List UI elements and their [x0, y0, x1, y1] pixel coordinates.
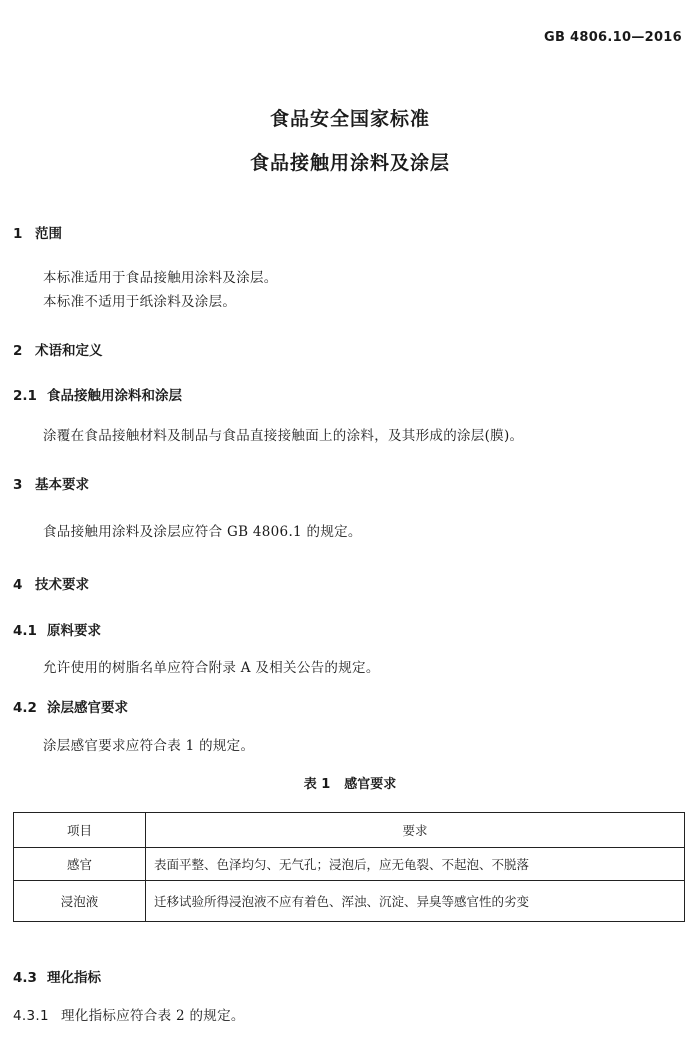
- section-2-heading: [13, 339, 103, 359]
- section-number: 4.3.1: [13, 1008, 49, 1024]
- table-row: [14, 881, 685, 922]
- section-title: 理化指标: [47, 970, 101, 986]
- section-3-paragraph: 食品接触用涂料及涂层应符合 GB 4806.1 的规定。: [43, 524, 362, 540]
- section-number: 4.2: [13, 700, 37, 716]
- table-header-row: [14, 813, 685, 848]
- section-title: 涂层感官要求: [47, 700, 128, 716]
- row-item: 浸泡液: [14, 881, 146, 922]
- table-number: 表 1: [303, 777, 331, 792]
- row-requirement: 表面平整、色泽均匀、无气孔；浸泡后，应无龟裂、不起泡、不脱落: [146, 848, 685, 881]
- row-item: 感官: [14, 848, 146, 881]
- section-1-heading: [13, 222, 62, 242]
- section-title: 技术要求: [35, 577, 89, 593]
- section-title: 范围: [35, 226, 62, 242]
- header-item: 项目: [14, 813, 146, 848]
- section-number: 2.1: [13, 388, 37, 404]
- section-2-1-paragraph: 涂覆在食品接触材料及制品与食品直接接触面上的涂料，及其形成的涂层(膜)。: [43, 428, 524, 444]
- section-title: 基本要求: [35, 477, 89, 493]
- section-4-3-1-paragraph: [13, 1004, 245, 1024]
- section-4-1-heading: [13, 619, 101, 639]
- doc-title-line1: 食品安全国家标准: [269, 108, 430, 130]
- section-number: 3: [13, 477, 23, 493]
- section-4-1-paragraph: 允许使用的树脂名单应符合附录 A 及相关公告的规定。: [43, 660, 380, 676]
- standard-code: GB 4806.10—2016: [544, 30, 682, 45]
- section-4-heading: [13, 573, 89, 593]
- section-number: 1: [13, 226, 23, 242]
- section-title: 食品接触用涂料和涂层: [47, 388, 182, 404]
- section-text: 理化指标应符合表 2 的规定。: [61, 1008, 245, 1024]
- section-4-3-heading: [13, 966, 101, 986]
- section-number: 4: [13, 577, 23, 593]
- section-2-1-heading: [13, 384, 182, 404]
- section-4-2-paragraph: 涂层感官要求应符合表 1 的规定。: [43, 738, 255, 754]
- section-1-paragraph-1: 本标准适用于食品接触用涂料及涂层。: [43, 270, 278, 286]
- section-number: 4.1: [13, 623, 37, 639]
- section-title: 原料要求: [47, 623, 101, 639]
- section-4-2-heading: [13, 696, 128, 716]
- row-requirement: 迁移试验所得浸泡液不应有着色、浑浊、沉淀、异臭等感官性的劣变: [146, 881, 685, 922]
- section-number: 2: [13, 343, 23, 359]
- table-row: [14, 848, 685, 881]
- doc-title-line2: 食品接触用涂料及涂层: [249, 152, 450, 174]
- table-1-caption: [0, 773, 700, 792]
- header-requirement: 要求: [146, 813, 685, 848]
- section-3-heading: [13, 473, 89, 493]
- table-title: 感官要求: [344, 777, 397, 792]
- section-1-paragraph-2: 本标准不适用于纸涂料及涂层。: [43, 294, 237, 310]
- section-number: 4.3: [13, 970, 37, 986]
- section-title: 术语和定义: [35, 343, 103, 359]
- sensory-requirements-table: [13, 812, 685, 922]
